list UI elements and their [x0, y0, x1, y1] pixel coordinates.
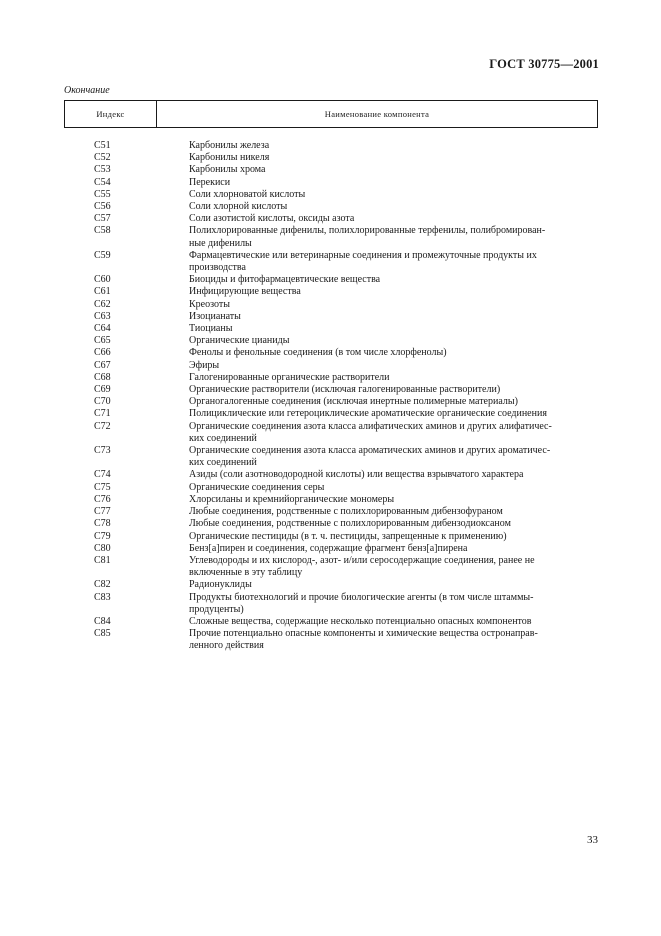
row-index-code: C80 [94, 542, 111, 554]
row-component-name [189, 372, 598, 384]
name-line: Органические пестициды (в т. ч. пестициды, запрещенные к применению) [189, 530, 507, 542]
row-component-name [189, 469, 598, 481]
name-line: Продукты биотехнологий и прочие биологические агенты (в том числе штаммы- [189, 591, 534, 603]
table-row [0, 323, 661, 335]
name-line: Бенз[а]пирен и соединения, содержащие фрагмент бенз[а]пирена [189, 542, 468, 554]
row-index-code: C66 [94, 347, 111, 359]
row-component-name [189, 250, 598, 274]
table-row [0, 396, 661, 408]
name-line: Фенолы и фенольные соединения (в том числе хлорфенолы) [189, 347, 447, 359]
row-component-name [189, 396, 598, 408]
row-index-code: C63 [94, 310, 111, 322]
name-line: Изоцианаты [189, 310, 241, 322]
table-row [0, 384, 661, 396]
row-index-code: C65 [94, 335, 111, 347]
name-line: Любые соединения, родственные с полихлорированным дибензофураном [189, 506, 503, 518]
row-component-name [189, 274, 598, 286]
row-component-name [189, 506, 598, 518]
row-component-name [189, 360, 598, 372]
row-index-code: C75 [94, 481, 111, 493]
row-index-code: C85 [94, 628, 111, 640]
row-index-code: C82 [94, 579, 111, 591]
row-component-name [189, 408, 598, 420]
row-component-name [189, 335, 598, 347]
row-index-code: C76 [94, 493, 111, 505]
name-line: Азиды (соли азотноводородной кислоты) или вещества взрывчатого характера [189, 469, 524, 481]
name-line: Галогенированные органические растворители [189, 371, 390, 383]
table-row [0, 494, 661, 506]
row-component-name [189, 323, 598, 335]
table-row [0, 164, 661, 176]
table-row [0, 579, 661, 591]
row-index-code: C72 [94, 420, 111, 432]
name-line: Биоциды и фитофармацевтические вещества [189, 274, 381, 286]
table-row [0, 152, 661, 164]
name-line: Соли азотистой кислоты, оксиды азота [189, 213, 355, 225]
name-line: ленного действия [189, 640, 264, 652]
row-component-name [189, 482, 598, 494]
row-component-name [189, 555, 598, 579]
row-index-code: C56 [94, 201, 111, 213]
column-header-component-name: Наименование компонента [324, 109, 430, 119]
name-line: Тиоцианы [189, 323, 233, 335]
name-line: Хлорсиланы и кремнийорганические мономеры [189, 493, 395, 505]
row-index-code: C81 [94, 554, 111, 566]
row-index-code: C77 [94, 506, 111, 518]
table-row [0, 189, 661, 201]
row-component-name [189, 592, 598, 616]
row-component-name [189, 311, 598, 323]
table-row [0, 482, 661, 494]
row-index-code: C84 [94, 615, 111, 627]
name-line: Карбонилы хрома [189, 164, 266, 176]
row-component-name [189, 494, 598, 506]
table-row [0, 177, 661, 189]
table-row [0, 225, 661, 249]
table-row [0, 335, 661, 347]
name-line: Полихлорированные дифенилы, полихлорированные терфенилы, полибромирован- [189, 225, 546, 237]
name-line: Фармацевтические или ветеринарные соединения и промежуточные продукты их [189, 249, 537, 261]
table-row [0, 616, 661, 628]
row-index-code: C67 [94, 359, 111, 371]
row-index-code: C79 [94, 530, 111, 542]
table-row [0, 286, 661, 298]
row-component-name [189, 201, 598, 213]
name-line: Органические растворители (исключая галогенированные растворители) [189, 384, 501, 396]
table-row [0, 274, 661, 286]
name-line: Радионуклиды [189, 579, 252, 591]
table-row [0, 360, 661, 372]
name-line: Прочие потенциально опасные компоненты и химические вещества остронаправ- [189, 628, 538, 640]
table-header [64, 100, 598, 128]
name-line: ких соединений [189, 432, 257, 444]
name-line: Органические цианиды [189, 335, 290, 347]
table-row [0, 628, 661, 652]
row-component-name [189, 286, 598, 298]
name-line: продуценты) [189, 603, 244, 615]
name-line: Полициклические или гетероциклические ароматические органические соединения [189, 408, 547, 420]
name-line: Органические соединения серы [189, 481, 325, 493]
row-index-code: C68 [94, 371, 111, 383]
row-index-code: C64 [94, 323, 111, 335]
table-body [0, 140, 661, 653]
name-line: Креозоты [189, 298, 230, 310]
row-index-code: C52 [94, 152, 111, 164]
row-component-name [189, 299, 598, 311]
row-index-code: C69 [94, 384, 111, 396]
row-index-code: C74 [94, 469, 111, 481]
name-line: Перекиси [189, 176, 231, 188]
table-row [0, 506, 661, 518]
table-row [0, 372, 661, 384]
name-line: Карбонилы никеля [189, 152, 270, 164]
row-index-code: C59 [94, 249, 111, 261]
name-line: Органические соединения азота класса ароматических аминов и других ароматичес- [189, 445, 551, 457]
table-row [0, 543, 661, 555]
row-index-code: C51 [94, 140, 111, 151]
row-index-code: C55 [94, 188, 111, 200]
page-number: 33 [587, 834, 598, 846]
row-component-name [189, 140, 598, 152]
row-index-code: C70 [94, 396, 111, 408]
column-header-index: Индекс [65, 101, 157, 127]
row-index-code: C53 [94, 164, 111, 176]
row-component-name [189, 152, 598, 164]
table-row [0, 347, 661, 359]
name-line: Углеводороды и их кислород-, азот- и/или серосодержащие соединения, ранее не [189, 554, 535, 566]
row-component-name [189, 164, 598, 176]
table-row [0, 140, 661, 152]
row-component-name [189, 531, 598, 543]
row-component-name [189, 189, 598, 201]
table-row [0, 201, 661, 213]
row-component-name [189, 445, 598, 469]
row-component-name [189, 628, 598, 652]
table-row [0, 531, 661, 543]
table-row [0, 555, 661, 579]
row-component-name [189, 421, 598, 445]
row-component-name [189, 579, 598, 591]
row-component-name [189, 543, 598, 555]
row-index-code: C54 [94, 176, 111, 188]
row-component-name [189, 616, 598, 628]
row-index-code: C62 [94, 298, 111, 310]
row-index-code: C73 [94, 445, 111, 457]
row-index-code: C71 [94, 408, 111, 420]
document-standard-number: ГОСТ 30775—2001 [489, 57, 599, 71]
name-line: Карбонилы железа [189, 140, 270, 151]
row-index-code: C61 [94, 286, 111, 298]
name-line: Любые соединения, родственные с полихлорированным дибензодиоксаном [189, 518, 511, 530]
table-row [0, 445, 661, 469]
table-row [0, 408, 661, 420]
name-line: включенные в эту таблицу [189, 567, 303, 579]
name-line: Органические соединения азота класса алифатических аминов и других алифатичес- [189, 420, 552, 432]
name-line: Соли хлорной кислоты [189, 201, 288, 213]
row-index-code: C78 [94, 518, 111, 530]
table-row [0, 421, 661, 445]
row-component-name [189, 213, 598, 225]
name-line: Соли хлорноватой кислоты [189, 188, 306, 200]
table-row [0, 299, 661, 311]
name-line: Сложные вещества, содержащие несколько потенциально опасных компонентов [189, 615, 532, 627]
row-index-code: C60 [94, 274, 111, 286]
table-row [0, 592, 661, 616]
continuation-label: Окончание [64, 85, 110, 96]
name-line: производства [189, 262, 246, 274]
row-index-code: C83 [94, 591, 111, 603]
name-line: ких соединений [189, 457, 257, 469]
table-row [0, 518, 661, 530]
row-component-name [189, 518, 598, 530]
name-line: Инфицирующие вещества [189, 286, 301, 298]
row-component-name [189, 347, 598, 359]
table-row [0, 250, 661, 274]
table-row [0, 311, 661, 323]
row-component-name [189, 384, 598, 396]
row-index-code: C58 [94, 225, 111, 237]
row-component-name [189, 225, 598, 249]
name-line: Органогалогенные соединения (исключая инертные полимерные материалы) [189, 396, 518, 408]
row-component-name [189, 177, 598, 189]
name-line: Эфиры [189, 359, 220, 371]
table-row [0, 469, 661, 481]
row-index-code: C57 [94, 213, 111, 225]
table-row [0, 213, 661, 225]
name-line: ные дифенилы [189, 237, 252, 249]
